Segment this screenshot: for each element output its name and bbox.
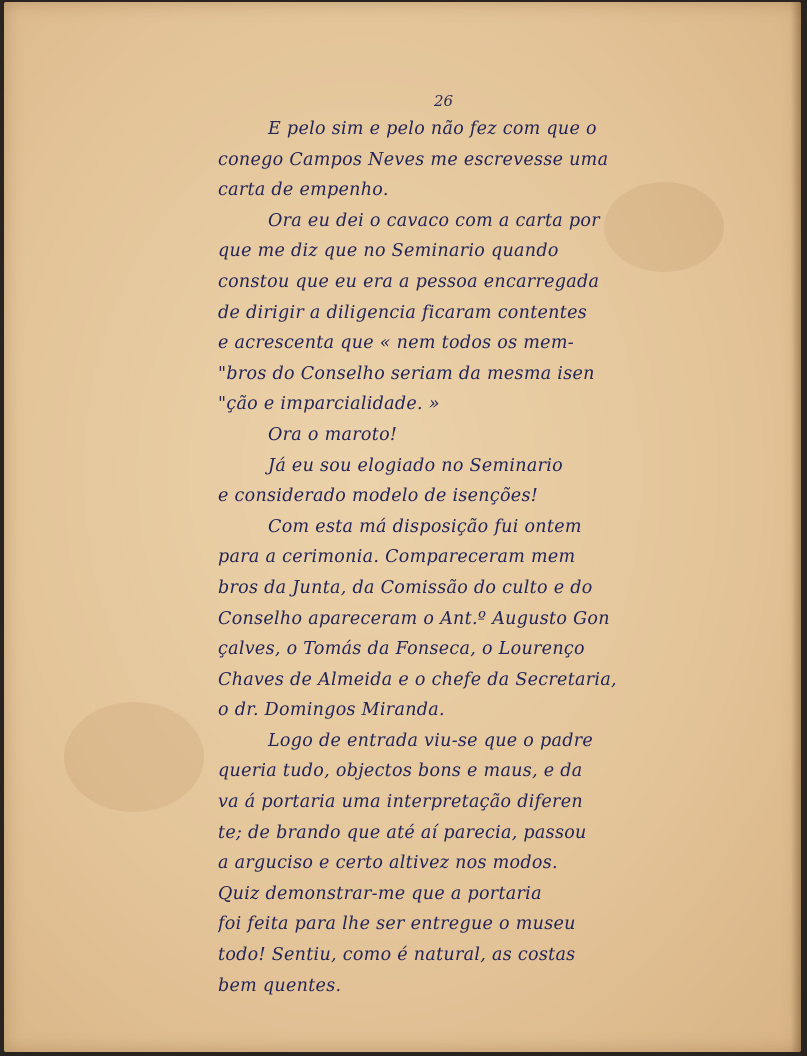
text-line: Ora eu dei o cavaco com a carta por (268, 210, 600, 231)
page-edge-shadow (791, 2, 801, 1052)
text-line: e considerado modelo de isenções! (218, 486, 539, 507)
text-line: Com esta má disposição fui ontem (268, 516, 582, 537)
text-line: "bros do Conselho seriam da mesma isen (218, 363, 595, 384)
text-line: E pelo sim e pelo não fez com que o (268, 119, 597, 139)
text-line: bem quentes. (218, 975, 342, 996)
text-line: va á portaria uma interpretação diferen (218, 792, 583, 813)
text-line: çalves, o Tomás da Fonseca, o Lourenço (218, 639, 585, 660)
manuscript-page (4, 2, 801, 1052)
text-line: queria tudo, objectos bons e maus, e da (218, 761, 583, 782)
text-line: todo! Sentiu, como é natural, as costas (218, 945, 576, 966)
paper-stain (64, 702, 204, 812)
text-line: Quiz demonstrar-me que a portaria (218, 883, 542, 904)
text-line: conego Campos Neves me escrevesse uma (218, 149, 609, 170)
text-line: bros da Junta, da Comissão do culto e do (218, 577, 593, 598)
page-number: 26 (434, 92, 454, 110)
text-line: o dr. Domingos Miranda. (218, 700, 445, 721)
text-line: foi feita para lhe ser entregue o museu (218, 914, 576, 935)
text-line: Chaves de Almeida e o chefe da Secretaria, (218, 669, 617, 690)
text-line: a arguciso e certo altivez nos modos. (218, 853, 558, 874)
text-line: Logo de entrada viu-se que o padre (268, 730, 594, 751)
text-line: constou que eu era a pessoa encarregada (218, 271, 600, 292)
handwritten-text-body (218, 114, 698, 1001)
text-line: "ção e imparcialidade. » (218, 394, 440, 415)
text-line: te; de brando que até aí parecia, passou (218, 822, 587, 843)
text-line: Ora o maroto! (268, 424, 398, 445)
text-line: para a cerimonia. Compareceram mem (218, 547, 576, 568)
text-line: de dirigir a diligencia ficaram contentes (218, 302, 588, 323)
text-line: carta de empenho. (218, 180, 389, 201)
text-line: que me diz que no Seminario quando (218, 241, 559, 262)
text-line: Conselho apareceram o Ant.º Augusto Gon (218, 608, 610, 629)
text-line: e acrescenta que « nem todos os mem- (218, 333, 574, 354)
text-line: Já eu sou elogiado no Seminario (268, 455, 563, 476)
